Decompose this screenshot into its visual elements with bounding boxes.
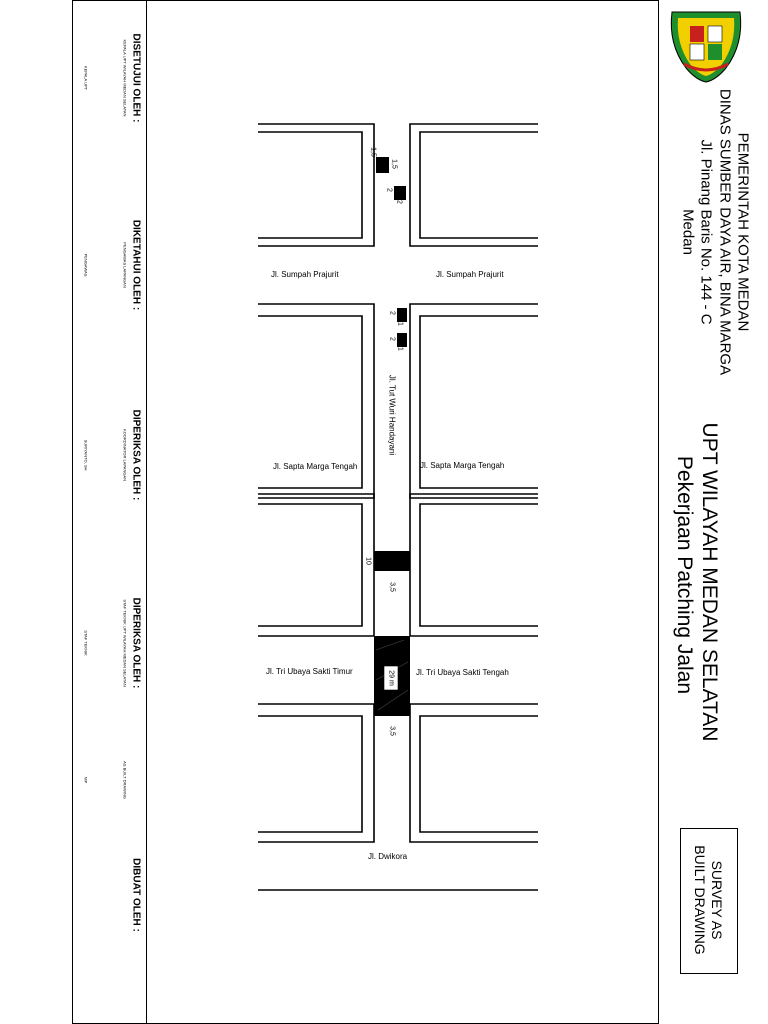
block-left-3-inner (258, 504, 362, 626)
dim-label-2: 1,5 (390, 159, 398, 169)
dim-label-9: 10 (364, 557, 372, 565)
road-label-sumpah-left: Jl. Sumpah Prajurit (271, 270, 339, 279)
project-title: UPT WILAYAH MEDAN SELATAN (698, 422, 721, 742)
block-left-4 (258, 704, 374, 842)
sig-heading-1: DISETUJUI OLEH : (130, 33, 142, 123)
block-right-4-inner (420, 716, 538, 832)
dim-label-12: 3,5 (388, 726, 396, 736)
road-label-dwikora: Jl. Dwikora (368, 852, 408, 861)
block-left-3 (258, 494, 374, 636)
sig-role-3: KOORDINATOR LAPANGAN (122, 428, 128, 482)
org-line-1: PEMERINTAH KOTA MEDAN (734, 132, 752, 332)
sig-heading-2: DIKETAHUI OLEH : (130, 219, 142, 311)
block-right-1-inner (420, 132, 538, 238)
block-right-3 (410, 494, 538, 636)
patch-1 (376, 157, 389, 173)
sig-name-2: PENGAWAS (83, 253, 89, 277)
road-label-sapta-right: Jl. Sapta Marga Tengah (420, 461, 505, 470)
block-left-1 (258, 124, 374, 246)
road-label-sapta-left: Jl. Sapta Marga Tengah (273, 462, 358, 471)
sig-name-5: NIP (83, 776, 89, 784)
road-label-main: Jl. Tut Wuri Handayani (387, 374, 397, 456)
sig-role-5: AS BUILT DRAWING (122, 761, 128, 799)
dim-label-10: 3,5 (388, 582, 396, 592)
dim-label-7: 2 (388, 337, 396, 341)
dim-label-11: 29 m (387, 670, 395, 686)
sig-name-4: STAF TEKNIK (83, 630, 89, 656)
block-left-4-inner (258, 716, 362, 832)
dim-label-1: 1,5 (369, 147, 377, 157)
sig-role-2: PENGAWAS LAPANGAN (122, 242, 128, 288)
dim-label-6: 1 (396, 322, 404, 326)
drawing-type-label: SURVEY AS BUILT DRAWING (692, 845, 725, 955)
block-left-1-inner (258, 132, 362, 238)
patch-4 (397, 333, 407, 347)
sig-role-1: KEPALA UPT WILAYAH MEDAN SELATAN (122, 39, 128, 117)
patch-5 (374, 551, 410, 571)
block-right-3-inner (420, 504, 538, 626)
sig-heading-3: DIPERIKSA OLEH : (130, 409, 142, 501)
block-right-4 (410, 704, 538, 842)
org-line-2: DINAS SUMBER DAYA AIR, BINA MARGA (716, 88, 734, 376)
org-line-4: Medan (679, 209, 697, 255)
block-right-1 (410, 124, 538, 246)
org-line-3: Jl. Pinang Baris No. 144 - C (697, 139, 715, 325)
sig-name-3: SURIYANTO, SH (83, 439, 89, 471)
sig-role-4: STAF TEKNIK UPT WILAYAH MEDAN SELATAN (122, 599, 128, 687)
sig-heading-5: DIBUAT OLEH : (130, 858, 142, 932)
dim-label-8: 1 (396, 347, 404, 351)
patch-2 (394, 186, 406, 200)
dim-label-5: 2 (388, 311, 396, 315)
road-label-sumpah-right: Jl. Sumpah Prajurit (436, 270, 504, 279)
dim-label-3: 2 (385, 188, 393, 192)
road-label-tri-left: Jl. Tri Ubaya Sakti Timur (266, 667, 353, 676)
sig-name-1: KEPALA UPT (83, 65, 89, 91)
sig-heading-4: DIPERIKSA OLEH : (130, 597, 142, 689)
road-label-tri-right: Jl. Tri Ubaya Sakti Tengah (416, 668, 509, 677)
patch-3 (397, 308, 407, 322)
project-subtitle: Pekerjaan Patching Jalan (673, 455, 696, 695)
dim-label-4: 2 (395, 200, 403, 204)
